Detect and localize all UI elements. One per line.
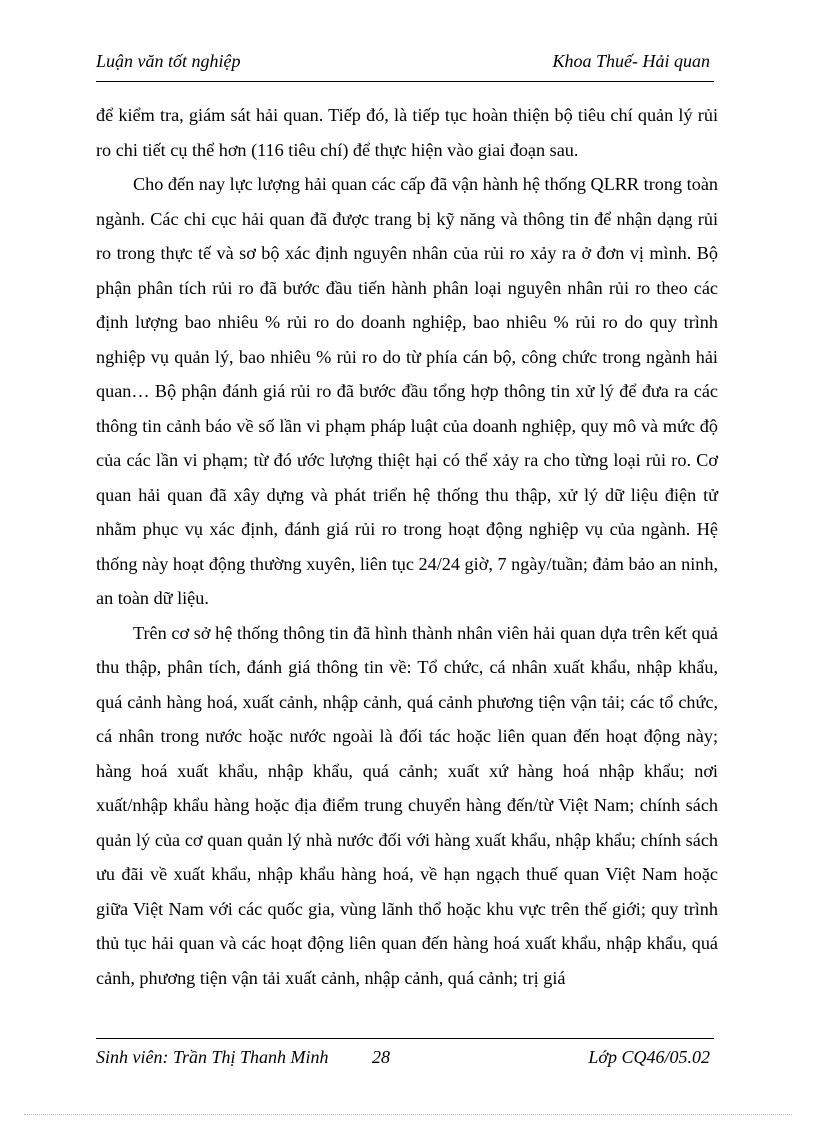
footer-student-name: Sinh viên: Trần Thị Thanh Minh [96,1047,329,1067]
header-faculty: Khoa Thuế- Hải quan [552,51,710,71]
body-text [96,98,718,995]
header-divider [96,81,714,82]
page-number: 28 [372,1047,390,1067]
page-bottom-edge [24,1114,792,1115]
page-footer [96,1047,710,1075]
footer-class: Lớp CQ46/05.02 [588,1047,710,1067]
paragraph: Trên cơ sở hệ thống thông tin đã hình thành nhân viên hải quan dựa trên kết quả thu thập, phân tích, đánh giá thông tin về: Tổ chức, cá nhân xuất khẩu, nhập khẩu, quá cảnh hàng hoá, xuất cảnh, nhập cảnh, quá cảnh phương tiện vận tải; các tổ chức, cá nhân trong nước hoặc nước ngoài là đối tác hoặc liên quan đến hoạt động này; hàng hoá xuất khẩu, nhập khẩu, quá cảnh; xuất xứ hàng hoá nhập khẩu; nơi xuất/nhập khẩu hàng hoặc địa điểm trung chuyển hàng đến/từ Việt Nam; chính sách quản lý của cơ quan quản lý nhà nước đối với hàng xuất khẩu, nhập khẩu; chính sách ưu đãi về xuất khẩu, nhập khẩu hàng hoá, về hạn ngạch thuế quan Việt Nam hoặc giữa Việt Nam với các quốc gia, vùng lãnh thổ hoặc khu vực trên thế giới; quy trình thủ tục hải quan và các hoạt động liên quan đến hàng hoá xuất khẩu, nhập khẩu, quá cảnh, phương tiện vận tải xuất cảnh, nhập cảnh, quá cảnh; trị giá [96,622,718,988]
footer-divider [96,1038,714,1039]
paragraph-continuation: để kiểm tra, giám sát hải quan. Tiếp đó, là tiếp tục hoàn thiện bộ tiêu chí quản lý rủi ro chi tiết cụ thể hơn (116 tiêu chí) để thực hiện vào giai đoạn sau. [96,105,718,160]
page-header [96,51,710,79]
header-thesis-title: Luận văn tốt nghiệp [96,51,241,71]
paragraph: Cho đến nay lực lượng hải quan các cấp đã vận hành hệ thống QLRR trong toàn ngành. Các chi cục hải quan đã được trang bị kỹ năng và thông tin để nhận dạng rủi ro trong thực tế và sơ bộ xác định nguyên nhân của rủi ro xảy ra ở đơn vị mình. Bộ phận phân tích rủi ro đã bước đầu tiến hành phân loại nguyên nhân rủi ro theo các định lượng bao nhiêu % rủi ro do doanh nghiệp, bao nhiêu % rủi ro do quy trình nghiệp vụ quản lý, bao nhiêu % rủi ro do từ phía cán bộ, công chức trong ngành hải quan… Bộ phận đánh giá rủi ro đã bước đầu tổng hợp thông tin xử lý để đưa ra các thông tin cảnh báo về số lần vi phạm pháp luật của doanh nghiệp, quy mô và mức độ của các lần vi phạm; từ đó ước lượng thiệt hại có thể xảy ra cho từng loại rủi ro. Cơ quan hải quan đã xây dựng và phát triển hệ thống thu thập, xử lý dữ liệu điện tử nhằm phục vụ xác định, đánh giá rủi ro trong hoạt động nghiệp vụ của ngành. Hệ thống này hoạt động thường xuyên, liên tục 24/24 giờ, 7 ngày/tuần; đảm bảo an ninh, an toàn dữ liệu. [96,174,718,608]
